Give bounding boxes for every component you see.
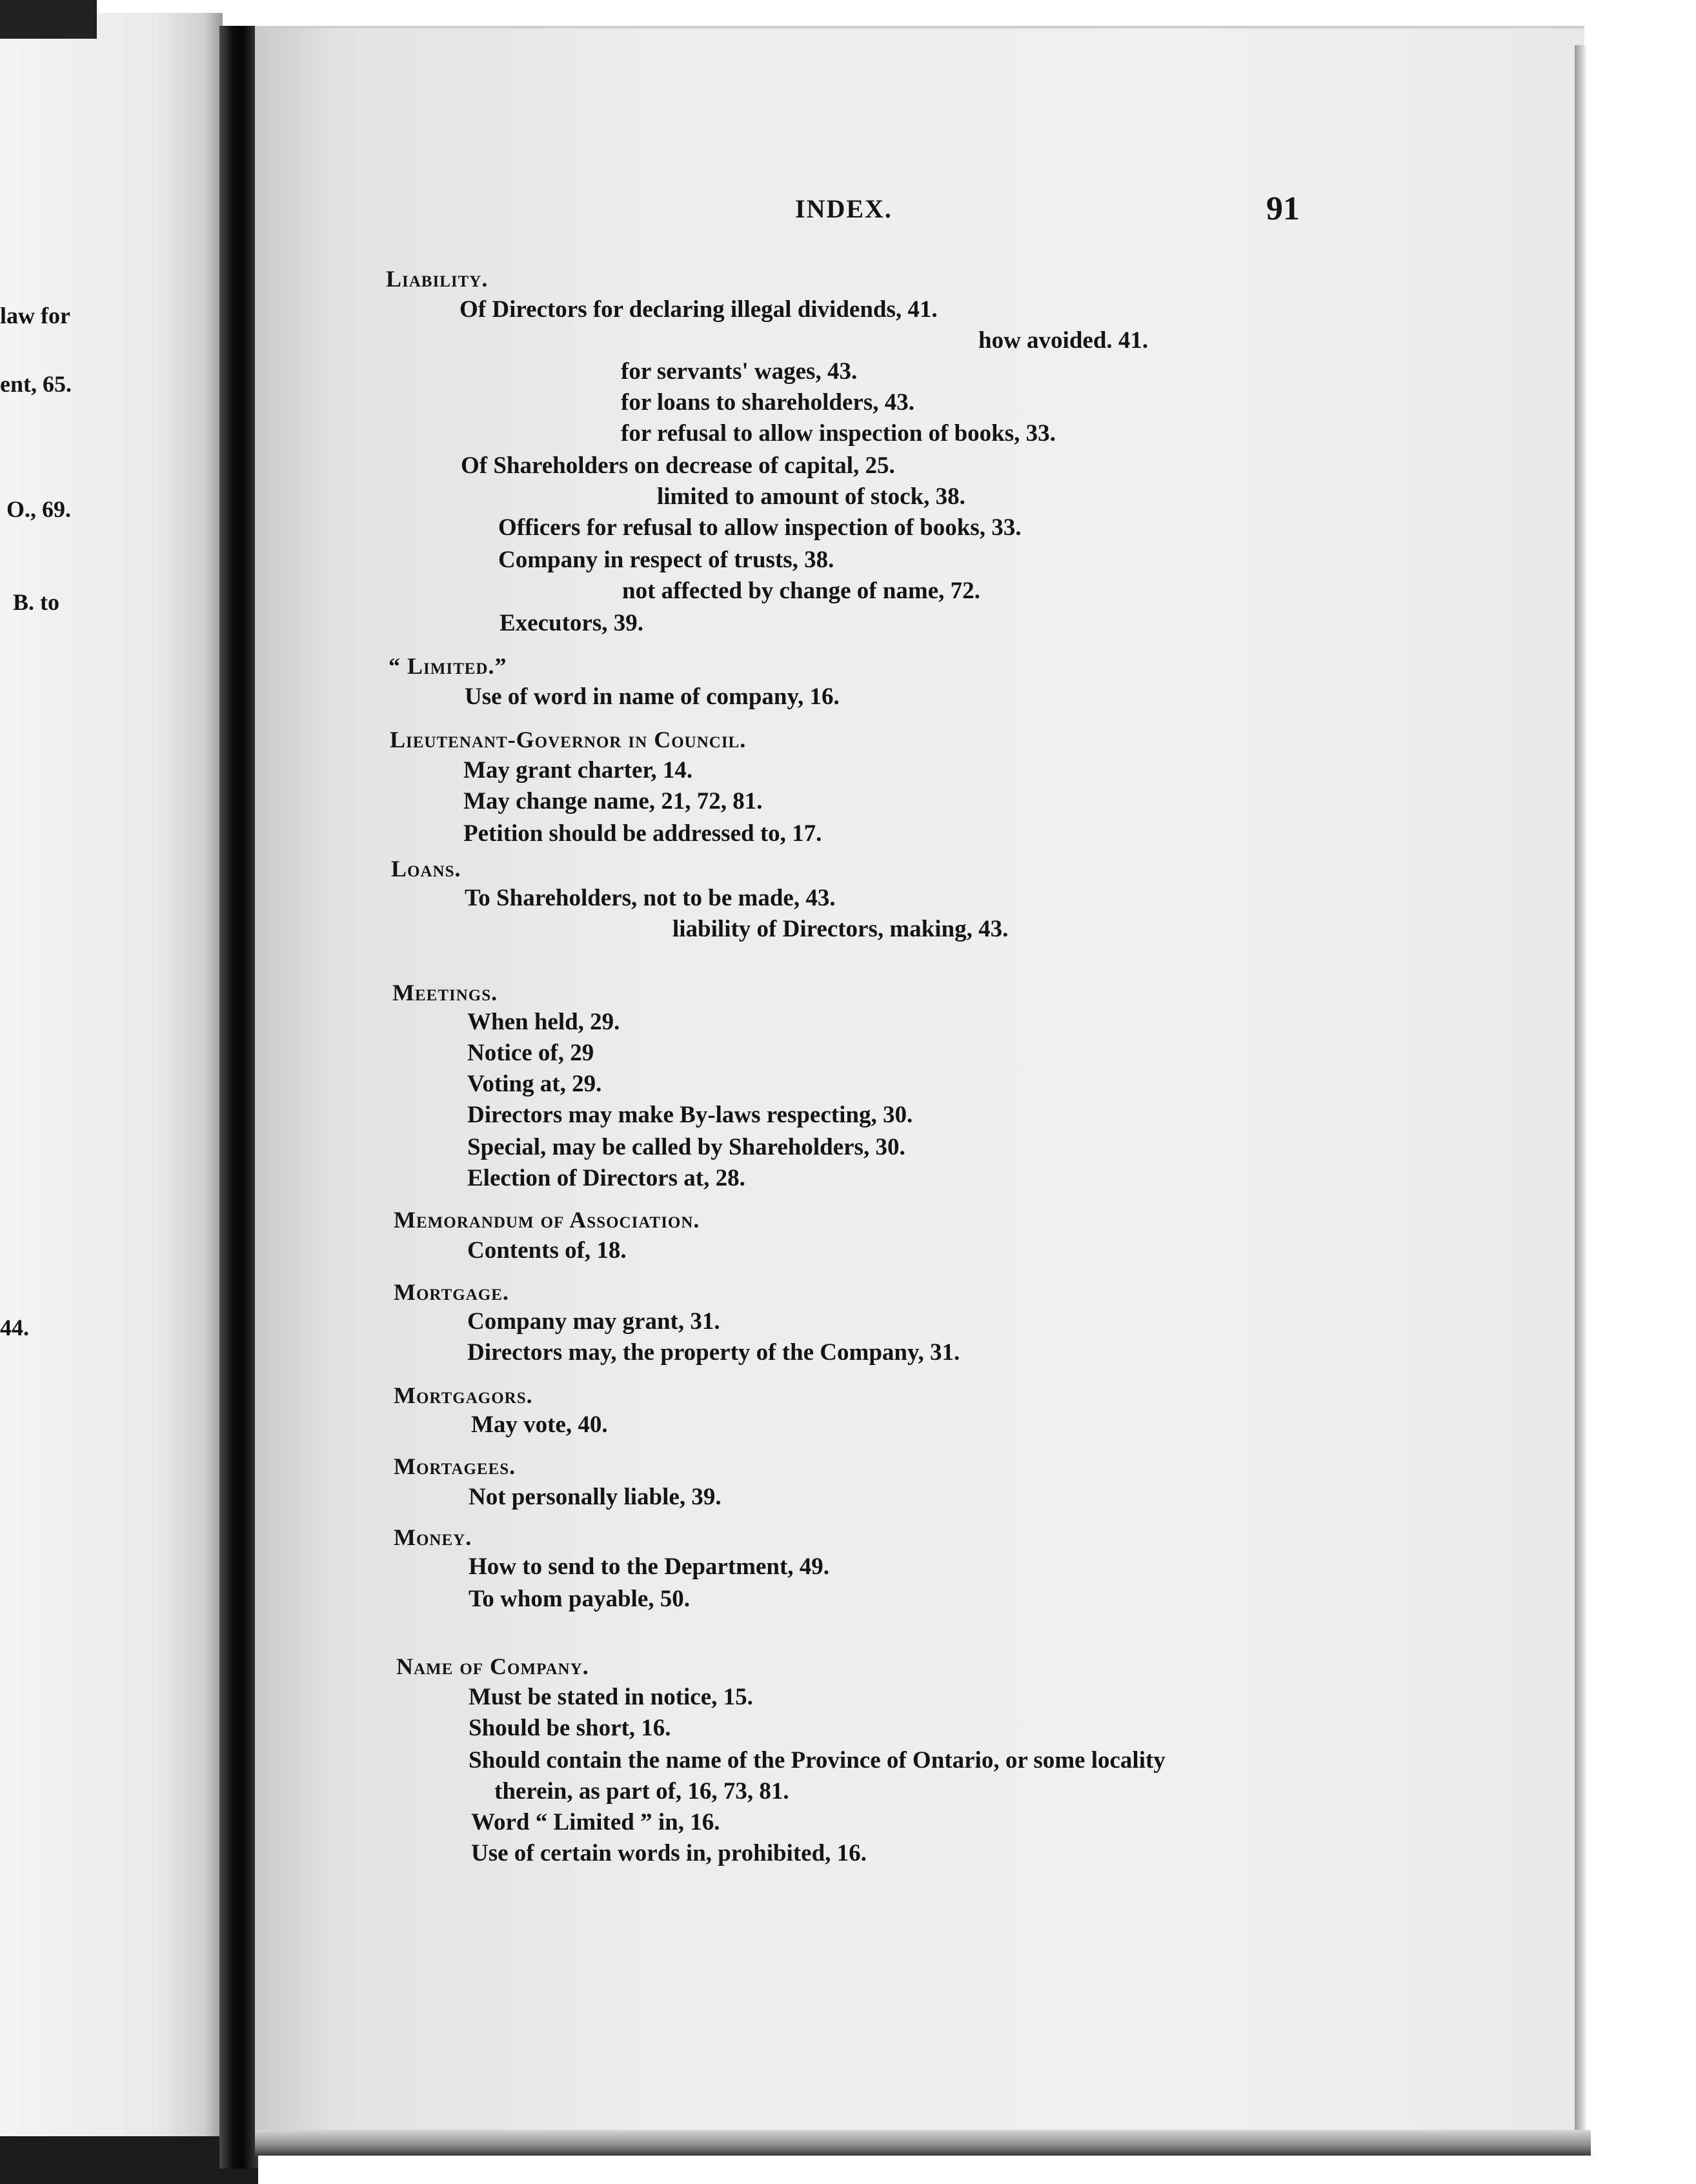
index-entry: limited to amount of stock, 38. <box>657 483 965 510</box>
index-heading: Loans. <box>391 856 461 882</box>
index-heading: Name of Company. <box>396 1653 589 1679</box>
index-entry: Election of Directors at, 28. <box>467 1165 745 1191</box>
index-heading: Mortagees. <box>394 1453 516 1479</box>
index-entry: Contents of, 18. <box>467 1237 627 1264</box>
index-heading: Mortgagors. <box>394 1382 533 1408</box>
index-entry: Voting at, 29. <box>467 1071 602 1097</box>
index-heading: “ Limited.” <box>389 653 507 679</box>
index-entry: how avoided. 41. <box>978 327 1149 354</box>
index-entry: Company may grant, 31. <box>467 1308 720 1335</box>
index-entry: Directors may, the property of the Company, 31. <box>467 1339 960 1366</box>
index-heading: Memorandum of Association. <box>394 1207 700 1233</box>
index-entry: Not personally liable, 39. <box>469 1484 722 1510</box>
index-heading: Meetings. <box>392 980 498 1006</box>
index-page <box>255 26 1584 2152</box>
page-edge-bottom <box>255 2130 1591 2156</box>
left-page-fragment: 44. <box>0 1315 29 1340</box>
index-entry: To whom payable, 50. <box>469 1586 691 1612</box>
left-page-fragment: O., 69. <box>6 496 72 522</box>
index-entry: Use of certain words in, prohibited, 16. <box>471 1840 867 1866</box>
page-number: 91 <box>1266 190 1300 227</box>
index-entry: Should contain the name of the Province of Ontario, or some locality <box>469 1747 1166 1774</box>
index-entry: Of Directors for declaring illegal dividends, 41. <box>459 296 938 323</box>
index-entry: Executors, 39. <box>500 610 643 636</box>
index-entry: How to send to the Department, 49. <box>469 1553 830 1580</box>
index-entry: not affected by change of name, 72. <box>622 578 980 604</box>
index-entry: Use of word in name of company, 16. <box>465 683 840 710</box>
scan-border-top-left <box>0 0 97 39</box>
index-entry: Notice of, 29 <box>467 1040 594 1066</box>
index-entry: therein, as part of, 16, 73, 81. <box>494 1778 789 1805</box>
index-entry: Word “ Limited ” in, 16. <box>471 1809 720 1835</box>
index-entry: Should be short, 16. <box>469 1715 671 1741</box>
left-page-fragment: law for <box>0 303 70 329</box>
index-entry: May grant charter, 14. <box>463 757 693 784</box>
index-heading: Money. <box>394 1524 472 1550</box>
index-entry: for refusal to allow inspection of books, 33. <box>621 420 1056 447</box>
book-gutter <box>219 26 258 2169</box>
running-head: INDEX. <box>795 194 893 223</box>
index-entry: To Shareholders, not to be made, 43. <box>465 885 836 911</box>
index-entry: When held, 29. <box>467 1009 620 1035</box>
left-facing-page <box>0 13 223 2136</box>
index-entry: liability of Directors, making, 43. <box>672 916 1009 942</box>
index-entry: May change name, 21, 72, 81. <box>463 788 763 814</box>
index-entry: Company in respect of trusts, 38. <box>498 547 834 573</box>
page-edge-right <box>1575 45 1588 2143</box>
index-entry: Special, may be called by Shareholders, 30. <box>467 1134 905 1160</box>
left-page-fragment: ent, 65. <box>0 371 72 397</box>
index-entry: May vote, 40. <box>471 1411 608 1438</box>
index-entry: Petition should be addressed to, 17. <box>463 820 822 847</box>
left-page-fragment: B. to <box>13 589 59 615</box>
index-entry: Officers for refusal to allow inspection of books, 33. <box>498 514 1022 541</box>
index-heading: Liability. <box>386 266 489 292</box>
index-entry: for servants' wages, 43. <box>621 358 858 385</box>
index-heading: Mortgage. <box>394 1279 509 1305</box>
index-entry: for loans to shareholders, 43. <box>621 389 914 416</box>
index-entry: Directors may make By-laws respecting, 30. <box>467 1102 913 1128</box>
index-entry: Of Shareholders on decrease of capital, 25. <box>461 452 895 479</box>
index-heading: Lieutenant-Governor in Council. <box>390 727 747 753</box>
index-entry: Must be stated in notice, 15. <box>469 1684 753 1710</box>
